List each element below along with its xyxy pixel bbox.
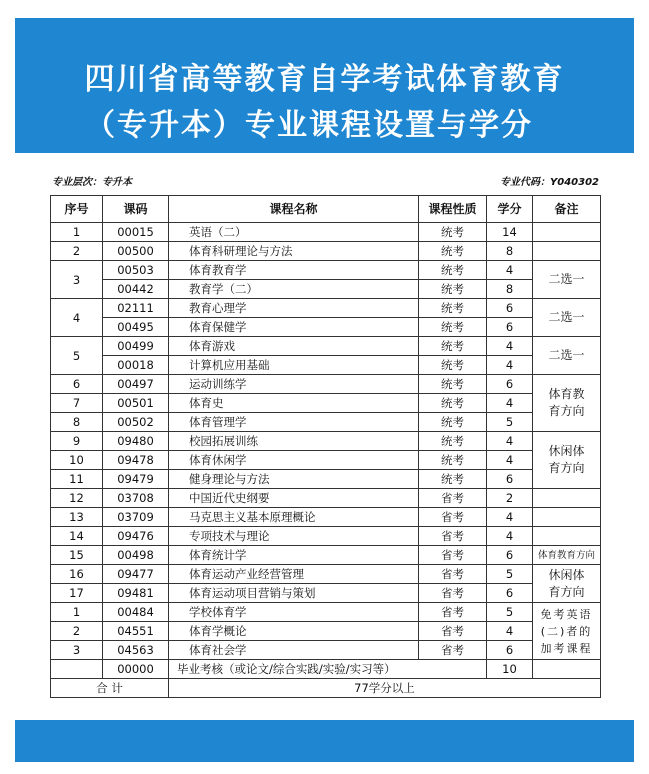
row-no: 15	[51, 546, 103, 565]
page-title-line2: （专升本）专业课程设置与学分	[85, 108, 533, 143]
table-row	[51, 318, 601, 337]
note-exempt-english: 免考英语 (二)者的 加考课程	[533, 603, 601, 660]
row-code: 00442	[103, 280, 169, 299]
row-note	[533, 508, 601, 527]
row-credit: 5	[487, 603, 533, 622]
row-credit: 4	[487, 622, 533, 641]
row-credit: 8	[487, 242, 533, 261]
table-row	[51, 660, 601, 679]
row-name: 体育科研理论与方法	[169, 242, 419, 261]
row-type: 统考	[419, 242, 487, 261]
row-code: 00018	[103, 356, 169, 375]
row-no: 8	[51, 413, 103, 432]
row-name: 计算机应用基础	[169, 356, 419, 375]
row-code: 00015	[103, 223, 169, 242]
row-type: 统考	[419, 451, 487, 470]
header-name: 课程名称	[169, 196, 419, 223]
row-no: 2	[51, 622, 103, 641]
row-no: 13	[51, 508, 103, 527]
row-no: 1	[51, 603, 103, 622]
course-table	[50, 195, 601, 698]
row-name: 体育史	[169, 394, 419, 413]
row-type: 统考	[419, 261, 487, 280]
row-name: 专项技术与理论	[169, 527, 419, 546]
table-row	[51, 584, 601, 603]
row-code: 00501	[103, 394, 169, 413]
row-type: 省考	[419, 527, 487, 546]
row-code: 00497	[103, 375, 169, 394]
total-row	[51, 679, 601, 698]
row-name: 体育运动项目营销与策划	[169, 584, 419, 603]
note-choose-one: 二选一	[533, 261, 601, 299]
row-code: 09478	[103, 451, 169, 470]
major-code: 专业代码：Y040302	[500, 177, 599, 188]
row-code: 09476	[103, 527, 169, 546]
table-row	[51, 299, 601, 318]
row-no: 1	[51, 223, 103, 242]
row-name: 体育学概论	[169, 622, 419, 641]
row-type: 省考	[419, 546, 487, 565]
row-credit: 6	[487, 318, 533, 337]
row-name: 英语（二）	[169, 223, 419, 242]
note-leisure-direction: 休闲体 育方向	[533, 565, 601, 603]
row-type: 统考	[419, 299, 487, 318]
footer-band	[15, 720, 634, 762]
row-code: 00498	[103, 546, 169, 565]
row-no: 12	[51, 489, 103, 508]
row-no: 3	[51, 641, 103, 660]
table-row	[51, 261, 601, 280]
row-credit: 14	[487, 223, 533, 242]
row-no: 7	[51, 394, 103, 413]
table-row	[51, 527, 601, 546]
header-code: 课码	[103, 196, 169, 223]
row-name: 体育社会学	[169, 641, 419, 660]
note-pe-teaching-direction-small: 体育教育方向	[533, 546, 601, 565]
row-credit: 10	[487, 660, 533, 679]
table-row	[51, 546, 601, 565]
row-name: 马克思主义基本原理概论	[169, 508, 419, 527]
row-no: 9	[51, 432, 103, 451]
row-code: 00502	[103, 413, 169, 432]
major-level: 专业层次：专升本	[52, 177, 132, 188]
row-credit: 6	[487, 546, 533, 565]
row-no: 4	[51, 299, 103, 337]
row-code: 00503	[103, 261, 169, 280]
row-credit: 6	[487, 375, 533, 394]
total-label: 合 计	[51, 679, 169, 698]
table-row	[51, 375, 601, 394]
table-header-row	[51, 196, 601, 223]
title-banner	[15, 18, 634, 153]
row-credit: 6	[487, 299, 533, 318]
row-code: 09477	[103, 565, 169, 584]
row-type: 省考	[419, 641, 487, 660]
row-code: 00000	[103, 660, 169, 679]
row-code: 09480	[103, 432, 169, 451]
row-type: 省考	[419, 565, 487, 584]
page-title-line1: 四川省高等教育自学考试体育教育	[84, 62, 565, 97]
header-credit: 学分	[487, 196, 533, 223]
row-type: 统考	[419, 413, 487, 432]
header-type: 课程性质	[419, 196, 487, 223]
row-name: 运动训练学	[169, 375, 419, 394]
row-no: 3	[51, 261, 103, 299]
table-row	[51, 394, 601, 413]
row-code: 02111	[103, 299, 169, 318]
row-name: 体育教育学	[169, 261, 419, 280]
table-row	[51, 451, 601, 470]
table-row	[51, 622, 601, 641]
table-row	[51, 489, 601, 508]
row-name: 学校体育学	[169, 603, 419, 622]
row-note	[533, 242, 601, 261]
row-code: 00499	[103, 337, 169, 356]
row-type: 省考	[419, 508, 487, 527]
table-row	[51, 242, 601, 261]
row-note	[533, 527, 601, 546]
row-name: 健身理论与方法	[169, 470, 419, 489]
row-code: 04551	[103, 622, 169, 641]
table-row	[51, 470, 601, 489]
row-name: 教育学（二）	[169, 280, 419, 299]
row-credit: 4	[487, 527, 533, 546]
table-row	[51, 565, 601, 584]
row-type: 统考	[419, 394, 487, 413]
row-credit: 4	[487, 508, 533, 527]
row-no: 11	[51, 470, 103, 489]
row-code: 09479	[103, 470, 169, 489]
row-type: 统考	[419, 432, 487, 451]
row-type: 省考	[419, 603, 487, 622]
row-type: 统考	[419, 318, 487, 337]
row-name: 毕业考核（或论文/综合实践/实验/实习等）	[169, 660, 487, 679]
row-no	[51, 660, 103, 679]
table-row	[51, 508, 601, 527]
row-credit: 5	[487, 565, 533, 584]
row-name: 体育统计学	[169, 546, 419, 565]
row-type: 省考	[419, 584, 487, 603]
row-no: 5	[51, 337, 103, 375]
row-credit: 4	[487, 261, 533, 280]
row-code: 04563	[103, 641, 169, 660]
row-credit: 5	[487, 413, 533, 432]
row-type: 统考	[419, 356, 487, 375]
table-row	[51, 223, 601, 242]
row-name: 体育保健学	[169, 318, 419, 337]
row-no: 17	[51, 584, 103, 603]
row-code: 03709	[103, 508, 169, 527]
row-code: 00500	[103, 242, 169, 261]
row-name: 教育心理学	[169, 299, 419, 318]
note-pe-teaching-direction: 体育教 育方向	[533, 375, 601, 432]
row-no: 2	[51, 242, 103, 261]
row-credit: 6	[487, 470, 533, 489]
row-credit: 4	[487, 451, 533, 470]
row-note	[533, 223, 601, 242]
header-no: 序号	[51, 196, 103, 223]
table-row	[51, 413, 601, 432]
note-leisure-direction: 休闲体 育方向	[533, 432, 601, 489]
row-name: 体育休闲学	[169, 451, 419, 470]
row-type: 省考	[419, 622, 487, 641]
row-name: 体育运动产业经营管理	[169, 565, 419, 584]
row-code: 03708	[103, 489, 169, 508]
row-name: 体育游戏	[169, 337, 419, 356]
row-credit: 8	[487, 280, 533, 299]
row-type: 统考	[419, 470, 487, 489]
row-no: 14	[51, 527, 103, 546]
row-credit: 6	[487, 641, 533, 660]
row-type: 统考	[419, 337, 487, 356]
note-choose-one: 二选一	[533, 299, 601, 337]
row-credit: 4	[487, 356, 533, 375]
table-row	[51, 280, 601, 299]
row-credit: 4	[487, 337, 533, 356]
row-name: 体育管理学	[169, 413, 419, 432]
row-note	[533, 660, 601, 679]
row-name: 中国近代史纲要	[169, 489, 419, 508]
row-code: 09481	[103, 584, 169, 603]
row-type: 统考	[419, 375, 487, 394]
row-no: 6	[51, 375, 103, 394]
row-no: 10	[51, 451, 103, 470]
row-credit: 6	[487, 584, 533, 603]
row-code: 00484	[103, 603, 169, 622]
table-row	[51, 641, 601, 660]
row-credit: 4	[487, 432, 533, 451]
row-name: 校园拓展训练	[169, 432, 419, 451]
row-credit: 2	[487, 489, 533, 508]
row-type: 省考	[419, 489, 487, 508]
row-type: 统考	[419, 223, 487, 242]
table-row	[51, 337, 601, 356]
total-value: 77学分以上	[169, 679, 601, 698]
row-credit: 4	[487, 394, 533, 413]
table-row	[51, 432, 601, 451]
note-choose-one: 二选一	[533, 337, 601, 375]
table-row	[51, 603, 601, 622]
header-note: 备注	[533, 196, 601, 223]
table-row	[51, 356, 601, 375]
row-no: 16	[51, 565, 103, 584]
row-code: 00495	[103, 318, 169, 337]
row-note	[533, 489, 601, 508]
row-type: 统考	[419, 280, 487, 299]
